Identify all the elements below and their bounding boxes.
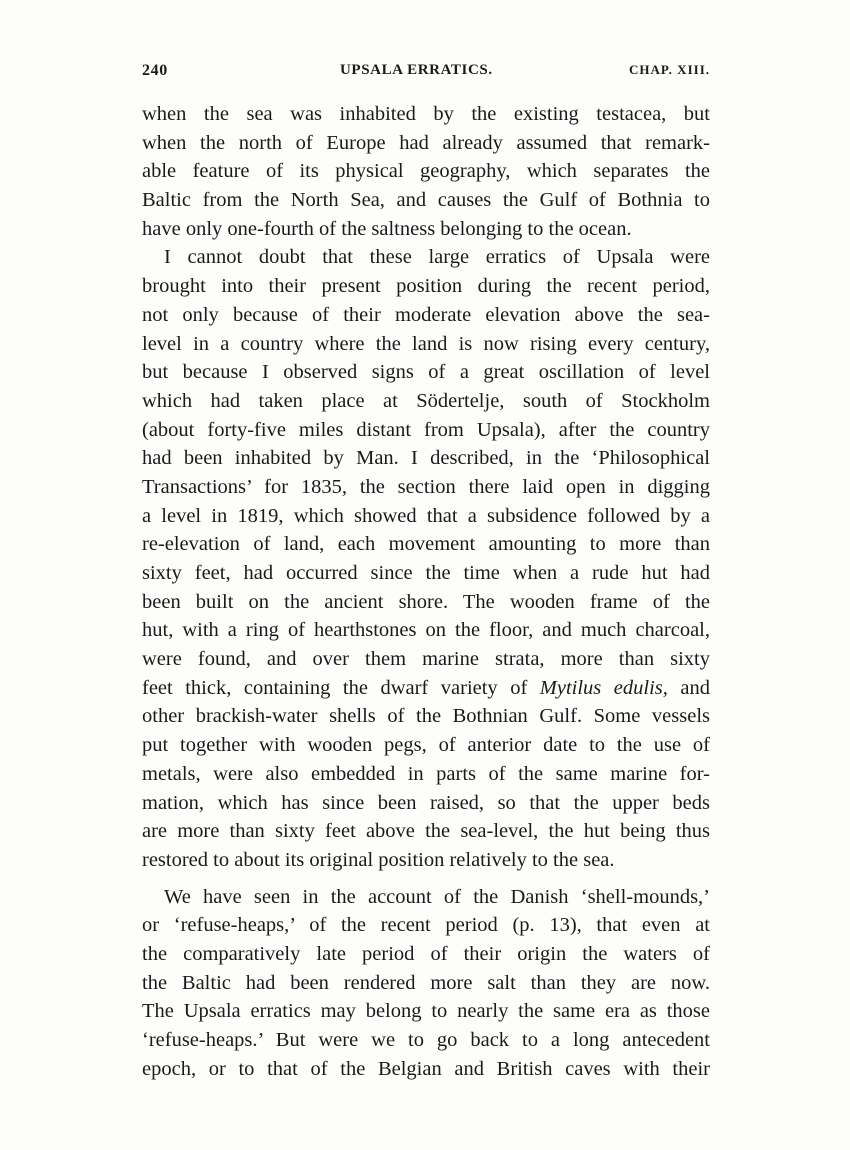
text-line: when the north of Europe had already assumed that remark- (142, 131, 710, 154)
text-line: mation, which has since been raised, so that the upper beds (142, 791, 710, 814)
text-line: are more than sixty feet above the sea-level, the hut being thus (142, 820, 710, 843)
text-line: The Upsala erratics may belong to nearly the same era as those (142, 1000, 710, 1023)
paragraph (142, 883, 710, 1084)
text-line: but because I observed signs of a great oscillation of level (142, 361, 710, 384)
text-line: not only because of their moderate elevation above the sea- (142, 303, 710, 326)
text-line: epoch, or to that of the Belgian and British caves with their (142, 1057, 710, 1080)
text-line: the Baltic had been rendered more salt than they are now. (142, 971, 710, 994)
text-line: had been inhabited by Man. I described, in the ‘Philosophical (142, 447, 710, 470)
text-line: when the sea was inhabited by the existing testacea, but (142, 103, 710, 125)
text-run: feet thick, containing the dwarf variety of (142, 676, 540, 699)
text-line: We have seen in the account of the Danish ‘shell-mounds,’ (164, 885, 710, 908)
text-line: been built on the ancient shore. The wooden frame of the (142, 590, 710, 613)
text-line: other brackish-water shells of the Bothnian Gulf. Some vessels (142, 705, 710, 728)
text-line: or ‘refuse-heaps,’ of the recent period (p. 13), that even at (142, 914, 710, 937)
paragraph (142, 100, 710, 243)
text-line: restored to about its original position relatively to the sea. (142, 848, 615, 871)
paragraph-spacer (142, 875, 710, 883)
text-line: ‘refuse-heaps.’ But were we to go back to a long antecedent (142, 1029, 710, 1051)
chapter-label: CHAP. XIII. (629, 62, 710, 77)
text-line: put together with wooden pegs, of anterior date to the use of (142, 734, 710, 757)
text-line: sixty feet, had occurred since the time when a rude hut had (142, 562, 710, 584)
species-name: Mytilus edulis, (539, 676, 668, 699)
text-line: I cannot doubt that these large erratics of Upsala were (164, 246, 710, 269)
text-line: Baltic from the North Sea, and causes the Gulf of Bothnia to (142, 189, 710, 212)
text-line: the comparatively late period of their origin the waters of (142, 942, 710, 965)
text-run: and (667, 676, 710, 699)
text-line: able feature of its physical geography, which separates the (142, 160, 710, 183)
body-text (142, 100, 710, 1083)
text-line-with-italic (142, 674, 710, 703)
text-line: a level in 1819, which showed that a subsidence followed by a (142, 504, 710, 527)
text-line: have only one-fourth of the saltness belonging to the ocean. (142, 217, 632, 240)
text-line: Transactions’ for 1835, the section there laid open in digging (142, 475, 710, 498)
paragraph (142, 243, 710, 874)
running-head (142, 62, 710, 86)
text-line: re-elevation of land, each movement amounting to more than (142, 533, 710, 556)
text-line: hut, with a ring of hearthstones on the floor, and much charcoal, (142, 619, 710, 642)
text-line: brought into their present position during the recent period, (142, 275, 710, 298)
text-line: (about forty-five miles distant from Upsala), after the country (142, 418, 710, 441)
text-line: level in a country where the land is now rising every century, (142, 332, 710, 355)
running-title: UPSALA ERRATICS. (340, 62, 493, 78)
text-line: metals, were also embedded in parts of the same marine for- (142, 762, 710, 785)
text-line: were found, and over them marine strata, more than sixty (142, 648, 710, 671)
text-line: which had taken place at Södertelje, south of Stockholm (142, 389, 710, 412)
page-number: 240 (142, 62, 168, 79)
